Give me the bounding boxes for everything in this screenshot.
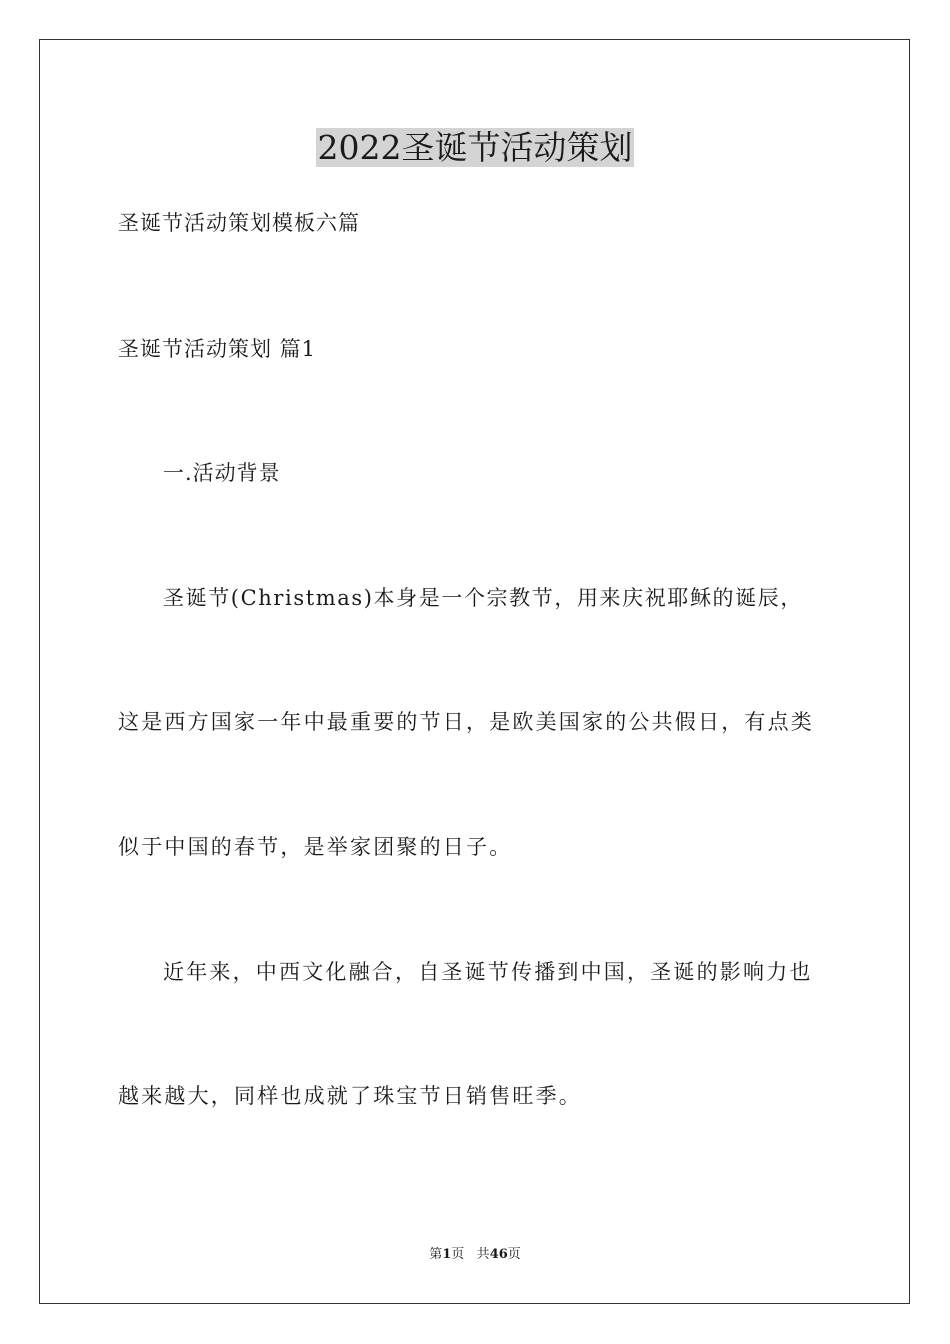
- paragraph-line: 似于中国的春节，是举家团聚的日子。: [118, 835, 513, 859]
- paragraph-line: 越来越大，同样也成就了珠宝节日销售旺季。: [118, 1084, 582, 1108]
- document-title: [0, 126, 950, 170]
- footer-page-number: 1: [442, 1247, 452, 1262]
- page-footer: [0, 1246, 950, 1264]
- footer-page-suffix: 页: [451, 1247, 465, 1262]
- section-heading: 圣诞节活动策划 篇1: [118, 337, 317, 361]
- footer-total-suffix: 页: [507, 1247, 521, 1262]
- document-title-text: 2022圣诞节活动策划: [317, 128, 633, 167]
- part-heading: 一.活动背景: [163, 461, 281, 485]
- footer-page-prefix: 第: [429, 1247, 443, 1262]
- paragraph-line: 这是西方国家一年中最重要的节日，是欧美国家的公共假日，有点类: [118, 710, 814, 734]
- document-subtitle: 圣诞节活动策划模板六篇: [118, 211, 360, 235]
- footer-total-pages: 46: [489, 1247, 508, 1262]
- footer-total-prefix: 共: [476, 1247, 490, 1262]
- paragraph-line: 近年来，中西文化融合，自圣诞节传播到中国，圣诞的影响力也: [163, 960, 813, 984]
- paragraph-line: 圣诞节(Christmas)本身是一个宗教节，用来庆祝耶稣的诞辰，: [163, 586, 803, 610]
